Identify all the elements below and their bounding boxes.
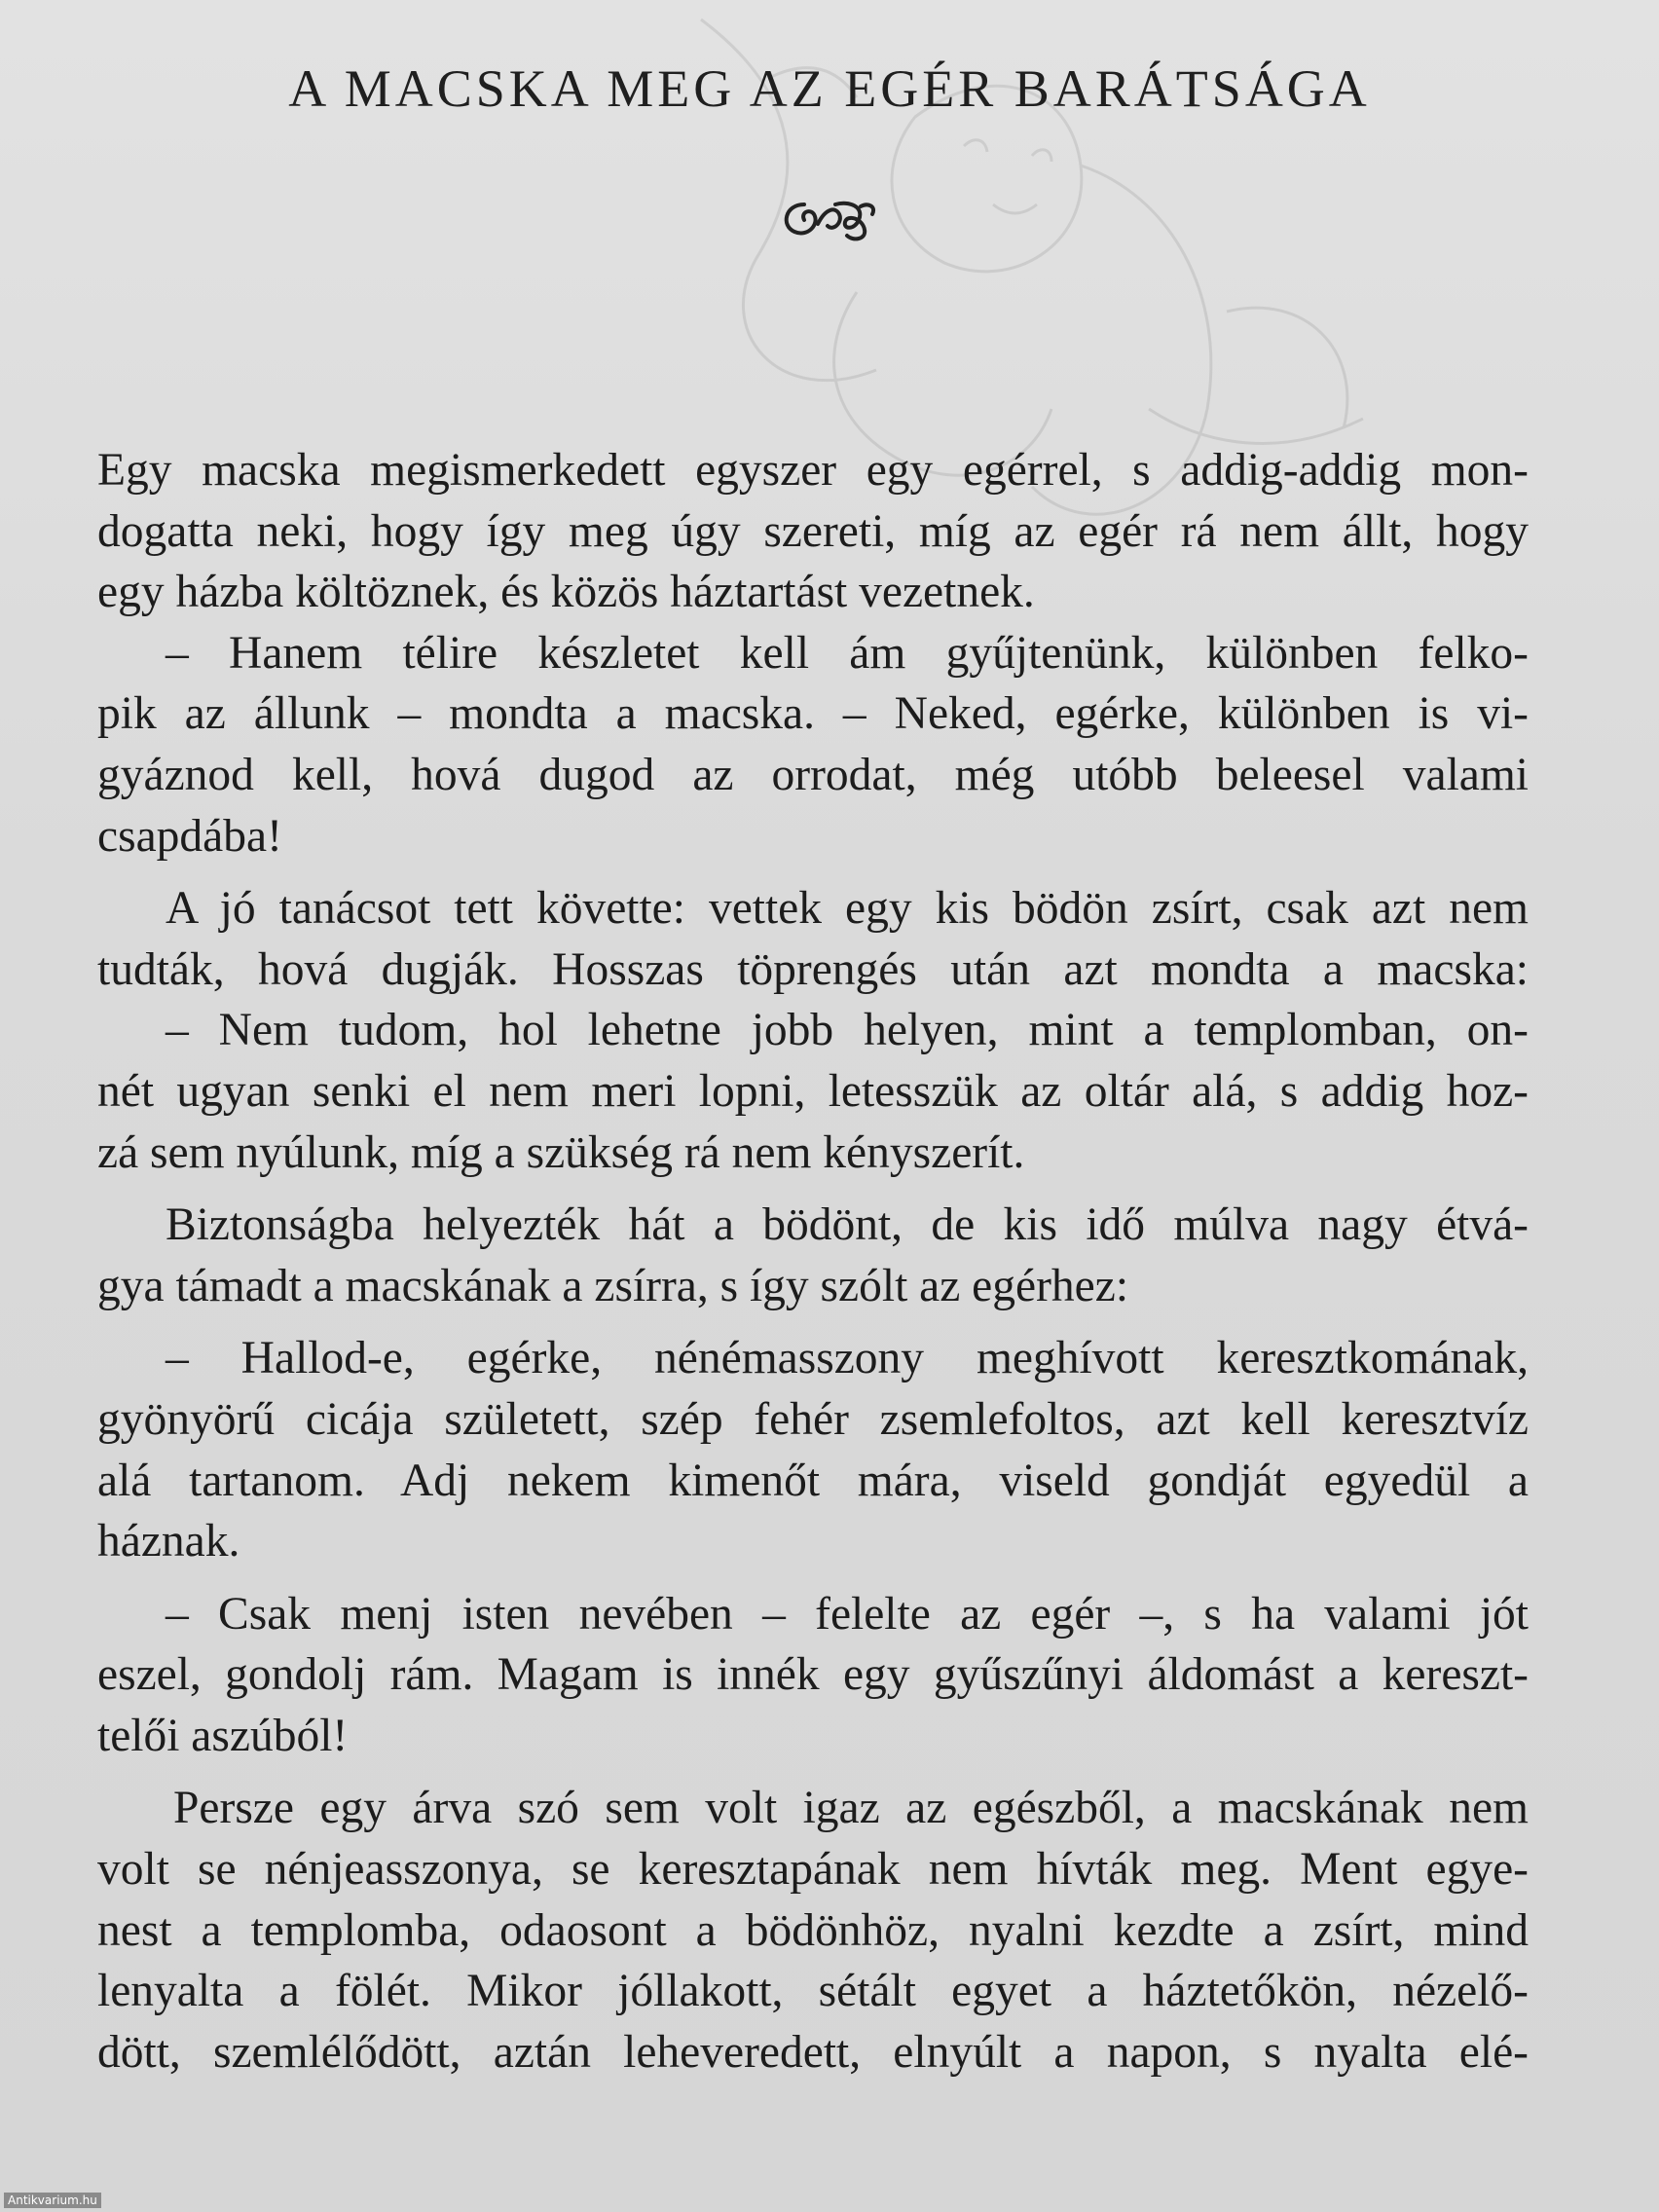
text-line: Egy macska megismerkedett egyszer egy egérrel, s addig-addig mon- — [97, 445, 1529, 496]
story-body — [97, 440, 1529, 2083]
text-line: telői aszúból! — [97, 1710, 349, 1761]
text-line: gyönyörű cicája született, szép fehér zsemlefoltos, azt kell keresztvíz — [97, 1393, 1529, 1445]
paragraph-4 — [97, 1000, 1529, 1183]
text-line: zá sem nyúlunk, míg a szükség rá nem kényszerít. — [97, 1126, 1025, 1178]
text-line: nest a templomba, odaosont a bödönhöz, nyalni kezdte a zsírt, mind — [97, 1904, 1529, 1956]
text-line: pik az állunk – mondta a macska. – Neked, egérke, különben is vi- — [97, 688, 1529, 740]
text-line: – Csak menj isten nevében – felelte az egér –, s ha valami jót — [166, 1588, 1529, 1640]
text-line: alá tartanom. Adj nekem kimenőt mára, viseld gondját egyedül a — [97, 1455, 1529, 1506]
text-line: eszel, gondolj rám. Magam is innék egy gyűszűnyi áldomást a kereszt- — [97, 1649, 1529, 1701]
text-line: Biztonságba helyezték hát a bödönt, de kis idő múlva nagy étvá- — [166, 1199, 1529, 1251]
paragraph-3 — [97, 878, 1529, 1000]
chapter-title: A MACSKA MEG AZ EGÉR BARÁTSÁGA — [288, 59, 1371, 118]
paragraph-2 — [97, 623, 1529, 866]
paragraph-5 — [97, 1195, 1529, 1316]
text-line: egy házba költöznek, és közös háztartást vezetnek. — [97, 567, 1035, 618]
text-line: dogatta neki, hogy így meg úgy szereti, míg az egér rá nem állt, hogy — [97, 505, 1529, 557]
paragraph-6 — [97, 1328, 1529, 1571]
text-line: lenyalta a fölét. Mikor jóllakott, sétált egyet a háztetőkön, nézelő- — [97, 1966, 1529, 2017]
text-line: volt se nénjeasszonya, se keresztapának nem hívták meg. Ment egye- — [97, 1844, 1529, 1896]
text-line: – Nem tudom, hol lehetne jobb helyen, mint a templomban, on- — [166, 1005, 1529, 1056]
text-line: Persze egy árva szó sem volt igaz az egészből, a macskának nem — [173, 1783, 1529, 1834]
text-line: dött, szemlélődött, aztán leheveredett, elnyúlt a napon, s nyalta elé- — [97, 2026, 1529, 2078]
text-line: háznak. — [97, 1516, 240, 1567]
paragraph-1 — [97, 440, 1529, 623]
paragraph-7 — [97, 1584, 1529, 1767]
paragraph-8 — [97, 1778, 1529, 2083]
text-line: – Hanem télire készletet kell ám gyűjtenünk, különben felko- — [166, 627, 1529, 679]
decorative-flourish-icon — [775, 195, 882, 243]
watermark: Antikvarium.hu — [4, 2193, 101, 2208]
text-line: – Hallod-e, egérke, nénémasszony meghívott keresztkomának, — [166, 1333, 1529, 1384]
text-line: nét ugyan senki el nem meri lopni, letesszük az oltár alá, s addig hoz- — [97, 1065, 1529, 1117]
text-line: csapdába! — [97, 810, 282, 862]
text-line: gyáznod kell, hová dugod az orrodat, még utóbb beleesel valami — [97, 749, 1529, 800]
text-line: gya támadt a macskának a zsírra, s így szólt az egérhez: — [97, 1260, 1129, 1311]
text-line: tudták, hová dugják. Hosszas töprengés után azt mondta a macska: — [97, 943, 1529, 995]
text-line: A jó tanácsot tett követte: vettek egy kis bödön zsírt, csak azt nem — [166, 883, 1529, 935]
